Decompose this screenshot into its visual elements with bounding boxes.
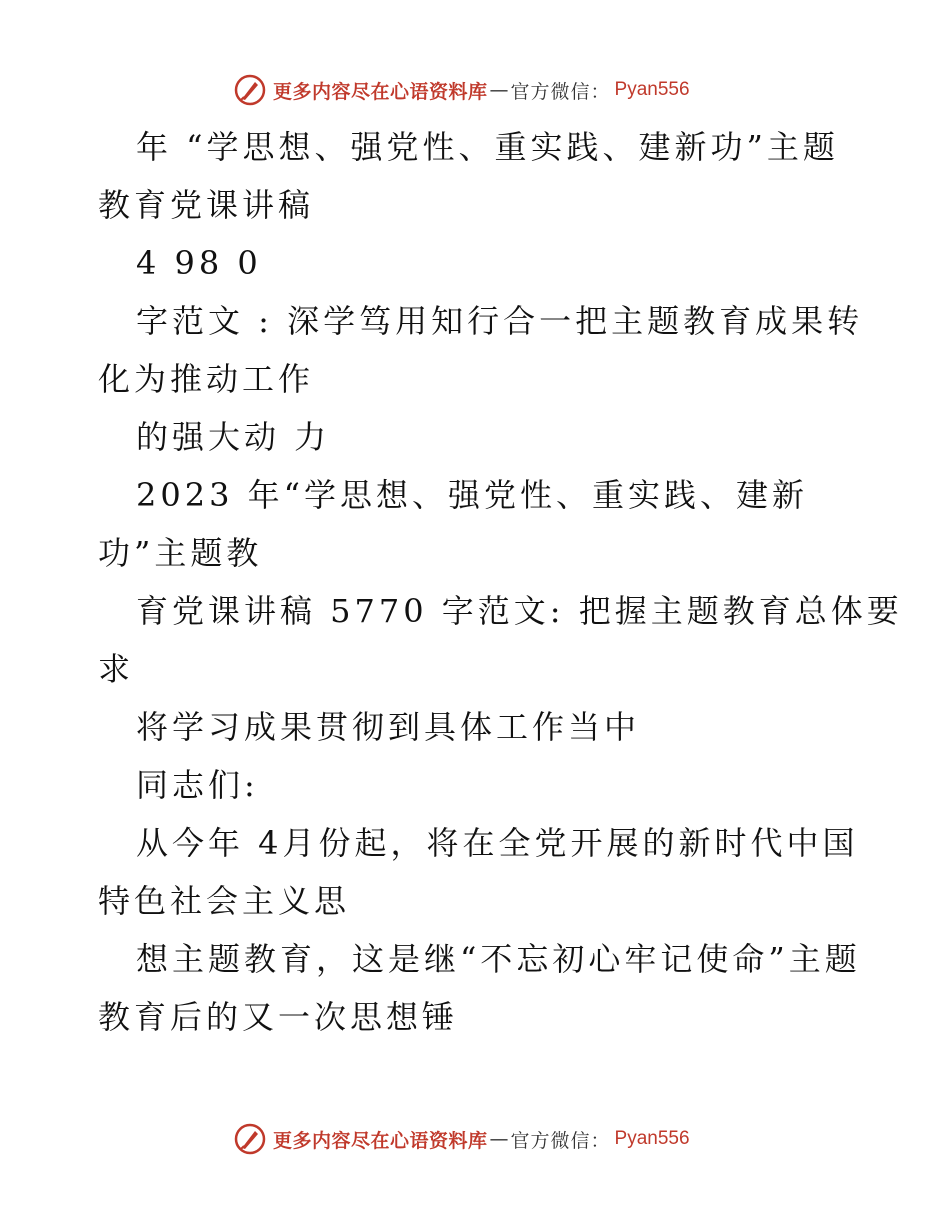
banner-separator: — [489,1128,509,1150]
quill-pen-logo-icon [233,73,267,107]
doc-line: 教育后的又一次思想锤 [98,998,459,1036]
banner-wechat-label: 官方微信： [510,1129,611,1152]
doc-line: 字范文 : 深学笃用知行合一把主题教育成果转 [136,302,864,340]
banner-separator: — [489,79,509,101]
doc-line: 特色社会主义思 [98,882,351,920]
banner-wechat-id: Pyan556 [614,79,690,100]
header-watermark-banner [233,73,690,107]
doc-line: 育党课讲稿 5770 字范文: 把握主题教育总体要 [136,592,903,630]
banner-main-text: 更多内容尽在心语资料库 [273,80,488,103]
doc-line: 功”主题教 [98,534,263,572]
doc-line: 的强大动 力 [136,418,331,456]
banner-wechat-label: 官方微信： [510,80,611,103]
doc-line: 2023 年“学思想、强党性、重实践、建新 [136,476,808,514]
quill-pen-logo-icon [233,1122,267,1156]
footer-watermark-banner [233,1122,690,1156]
doc-line: 教育党课讲稿 [98,186,315,224]
doc-line: 求 [98,650,135,688]
banner-wechat-id: Pyan556 [614,1128,690,1149]
doc-line: 将学习成果贯彻到具体工作当中 [136,708,641,746]
document-body [98,118,903,1046]
doc-line: 同志们: [136,766,259,804]
doc-line: 从今年 4月份起，将在全党开展的新时代中国 [136,824,859,862]
doc-line: 化为推动工作 [98,360,315,398]
doc-line: 4 98 0 [136,244,262,282]
doc-line: 想主题教育，这是继“不忘初心牢记使命”主题 [136,940,861,978]
doc-line: 年 “学思想、强党性、重实践、建新功”主题 [136,128,839,166]
banner-main-text: 更多内容尽在心语资料库 [273,1129,488,1152]
